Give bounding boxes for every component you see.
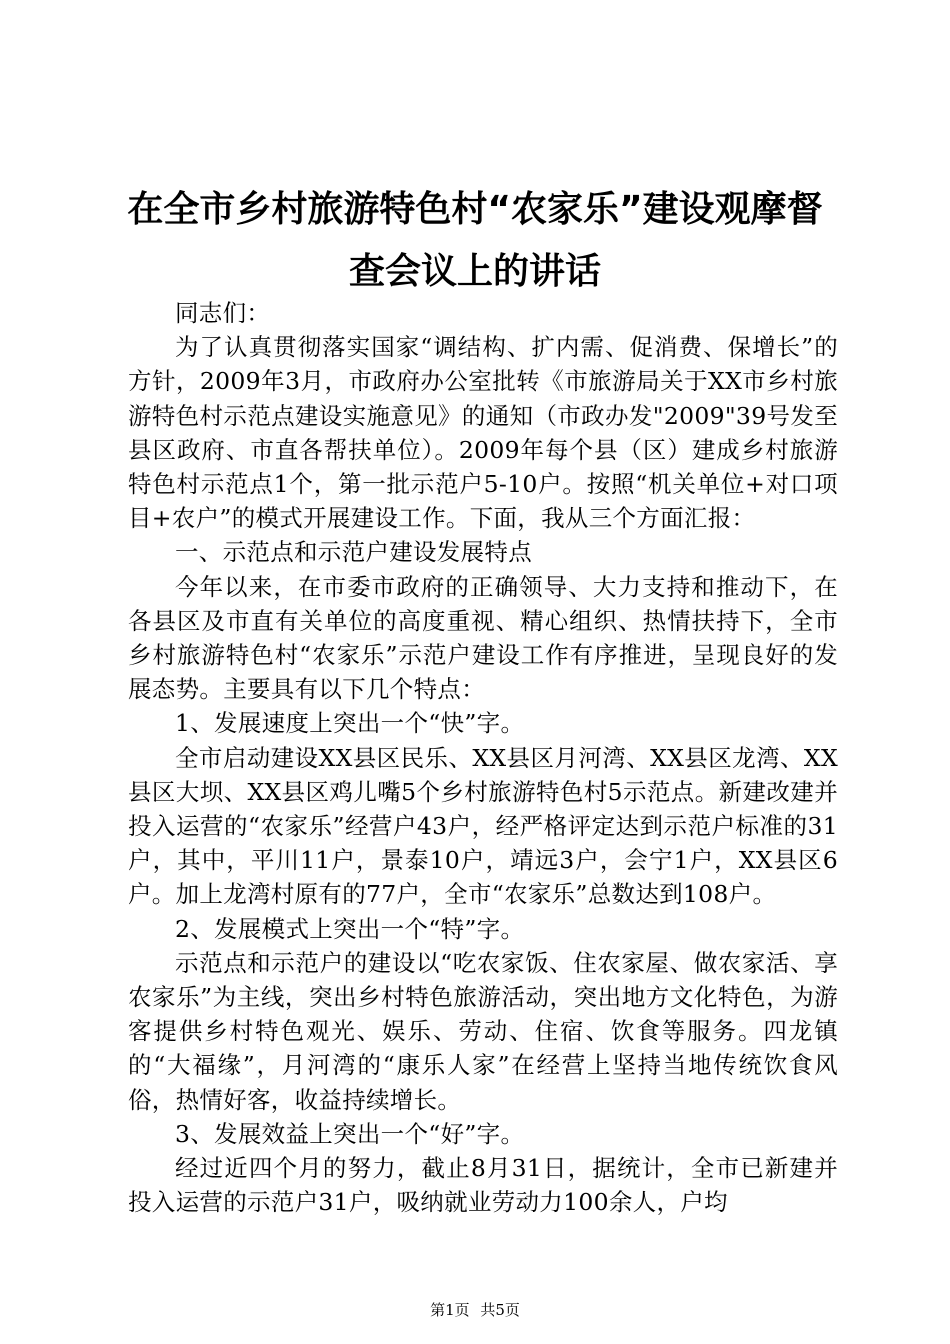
body-paragraph: 示范点和示范户的建设以“吃农家饭、住农家屋、做农家活、享农家乐”为主线，突出乡村特色旅游活动，突出地方文化特色，为游客提供乡村特色观光、娱乐、劳动、住宿、饮食等服务。四龙镇的“大福缘”，月河湾的“康乐人家”在经营上坚持当地传统饮食风俗，热情好客，收益持续增长。 xyxy=(128,948,838,1114)
subsection-heading: 3、发展效益上突出一个“好”字。 xyxy=(175,1119,525,1148)
body-paragraph: 为了认真贯彻落实国家“调结构、扩内需、促消费、保增长”的方针，2009年3月，市政府办公室批转《市旅游局关于XX市乡村旅游特色村示范点建设实施意见》的通知（市政办发"2009"39号发至县区政府、市直各帮扶单位）。2009年每个县（区）建成乡村旅游特色村示范点1个，第一批示范户5-10户。按照“机关单位+对口项目+农户”的模式开展建设工作。下面，我从三个方面汇报： xyxy=(128,333,838,533)
body-paragraph: 经过近四个月的努力，截止8月31日，据统计，全市已新建并投入运营的示范户31户，吸纳就业劳动力100余人，户均 xyxy=(128,1154,838,1217)
subsection-heading: 2、发展模式上突出一个“特”字。 xyxy=(175,914,525,943)
subsection-heading: 1、发展速度上突出一个“快”字。 xyxy=(175,709,525,738)
page-number: 第1页 xyxy=(430,1301,470,1319)
document-title-line-1: 在全市乡村旅游特色村“农家乐”建设观摩督 xyxy=(127,189,823,230)
document-title-line-2: 查会议上的讲话 xyxy=(348,251,601,292)
section-heading: 一、示范点和示范户建设发展特点 xyxy=(175,538,532,567)
page-footer xyxy=(0,1300,950,1320)
body-paragraph: 今年以来，在市委市政府的正确领导、大力支持和推动下，在各县区及市直有关单位的高度重视、精心组织、热情扶持下，全市乡村旅游特色村“农家乐”示范户建设工作有序推进，呈现良好的发展态势。主要具有以下几个特点： xyxy=(128,572,838,704)
body-paragraph: 全市启动建设XX县区民乐、XX县区月河湾、XX县区龙湾、XX县区大坝、XX县区鸡儿嘴5个乡村旅游特色村5示范点。新建改建并投入运营的“农家乐”经营户43户，经严格评定达到示范户标准的31户，其中，平川11户，景泰10户，靖远3户，会宁1户，XX县区6户。加上龙湾村原有的77户，全市“农家乐”总数达到108户。 xyxy=(128,743,838,909)
document-body xyxy=(128,296,838,1219)
page-total: 共5页 xyxy=(480,1301,520,1319)
salutation: 同志们： xyxy=(175,299,271,327)
